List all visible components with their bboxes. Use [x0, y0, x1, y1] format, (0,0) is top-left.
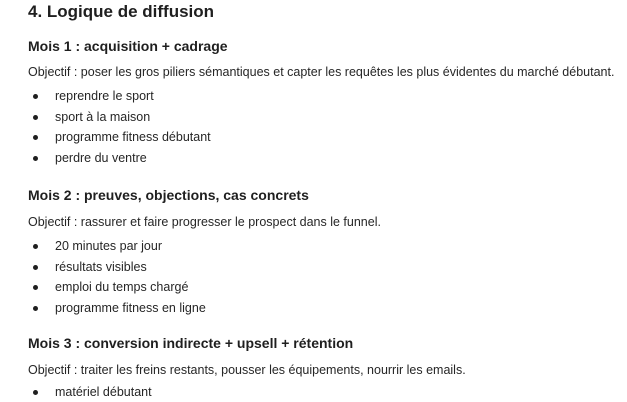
list-item: [28, 257, 625, 278]
bullet-icon: [33, 115, 38, 120]
list-item: [28, 127, 625, 148]
list-item: [28, 236, 625, 257]
bullet-icon: [33, 156, 38, 161]
list-item-text: emploi du temps chargé: [55, 280, 189, 294]
list-item-text: résultats visibles: [55, 259, 147, 274]
bullet-icon: [33, 135, 38, 140]
month-2-title: Mois 2 : preuves, objections, cas concrets: [28, 187, 309, 203]
month-1-list: [28, 86, 625, 168]
list-item-text: perdre du ventre: [55, 150, 147, 165]
bullet-icon: [33, 265, 38, 270]
bullet-icon: [33, 285, 38, 290]
list-item: [28, 298, 625, 319]
bullet-icon: [33, 390, 38, 395]
bullet-icon: [33, 244, 38, 249]
month-1-section: [28, 37, 625, 168]
month-3-objective: Objectif : traiter les freins restants, pousser les équipements, nourrir les emails.: [28, 363, 466, 377]
list-item-text: matériel débutant: [55, 385, 152, 399]
month-2-section: [28, 186, 625, 318]
list-item-text: programme fitness en ligne: [55, 300, 206, 315]
list-item-text: sport à la maison: [55, 109, 151, 124]
list-item: [28, 382, 625, 402]
month-3-list: [28, 382, 625, 402]
list-item: [28, 277, 625, 298]
list-item: [28, 148, 625, 169]
month-1-objective: Objectif : poser les gros piliers sémantiques et capter les requêtes les plus évidentes du marché débutant.: [28, 65, 615, 79]
bullet-icon: [33, 306, 38, 311]
list-item: [28, 107, 625, 128]
list-item-text: reprendre le sport: [55, 89, 154, 103]
bullet-icon: [33, 94, 38, 99]
month-1-title: Mois 1 : acquisition + cadrage: [28, 38, 228, 54]
month-3-section: [28, 334, 625, 402]
section-title: 4. Logique de diffusion: [28, 2, 215, 21]
list-item-text: programme fitness débutant: [55, 130, 211, 144]
month-2-list: [28, 236, 625, 318]
list-item-text: 20 minutes par jour: [55, 239, 163, 253]
document-page: [28, 0, 625, 402]
month-3-title: Mois 3 : conversion indirecte + upsell + rétention: [28, 335, 354, 351]
month-2-objective: Objectif : rassurer et faire progresser le prospect dans le funnel.: [28, 215, 381, 229]
list-item: [28, 86, 625, 107]
